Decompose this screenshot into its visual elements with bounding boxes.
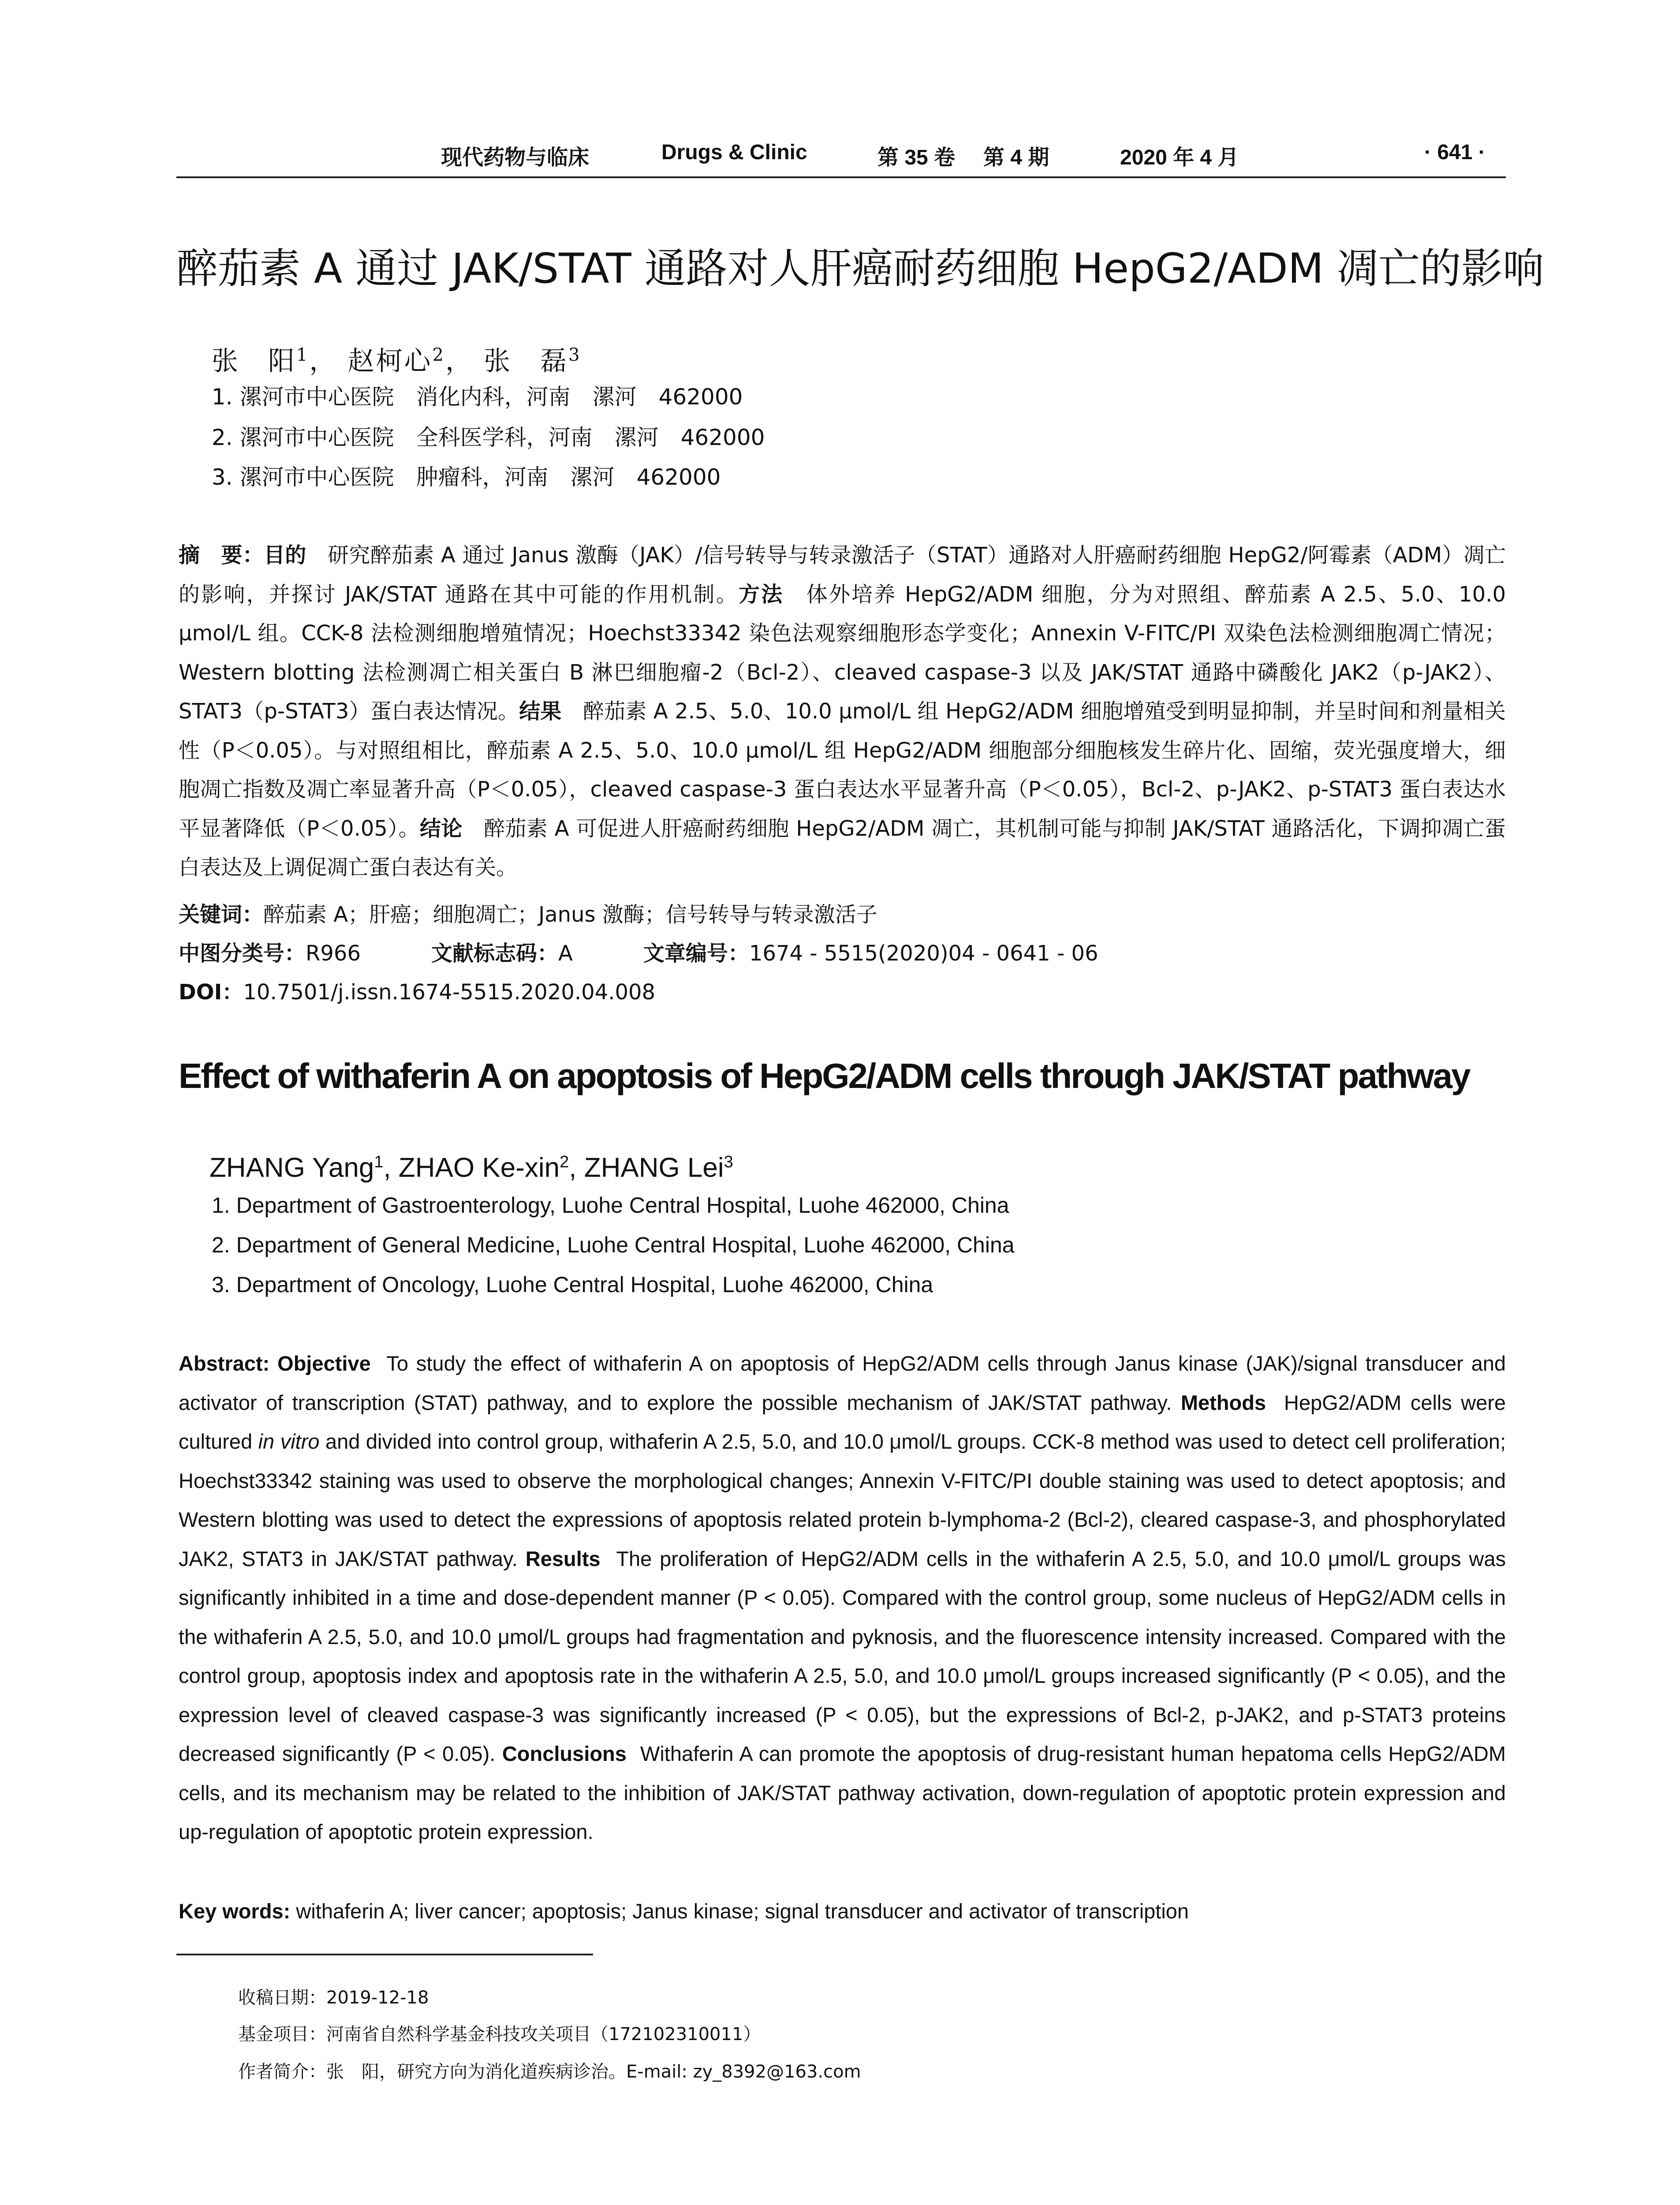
- authors-cn: 张 阳$^1$， 赵柯心$^2$， 张 磊$^3$: [212, 345, 582, 377]
- methods-text: 体外培养 HepG2/ADM 细胞，分为对照组、醉茄素 A 2.5、5.0、10.0 μmol/L 组。CCK-8 法检测细胞增殖情况；Hoechst33342 染色法观察细胞形态学变化；Annexin V-FITC/PI 双染色法检测细胞凋亡情况；Western blotting 法检测凋亡相关蛋白 B 淋巴细胞瘤-2（Bcl-2）、cleaved caspase-3 以及 JAK/STAT 通路中磷酸化 JAK2（p-JAK2）、STAT3（p-STAT3）蛋白表达情况。: [179, 582, 1506, 724]
- results-text: 醉茄素 A 2.5、5.0、10.0 μmol/L 组 HepG2/ADM 细胞增殖受到明显抑制，并呈时间和剂量相关性（P＜0.05）。与对照组相比，醉茄素 A 2.5、5.0、10.0 μmol/L 组 HepG2/ADM 细胞部分细胞核发生碎片化、固缩，荧光强度增大，细胞凋亡指数及凋亡率显著升高（P＜0.05），cleaved caspase-3 蛋白表达水平显著升高（P＜0.05），Bcl-2、p-JAK2、p-STAT3 蛋白表达水平显著降低（P＜0.05）。: [179, 699, 1506, 841]
- objective-text: To study the effect of withaferin A on apoptosis of HepG2/ADM cells through Janus kinase (JAK)/signal transducer and activator of transcription (STAT) pathway, and to explore the possible mechanism of JAK/STAT pathway.: [179, 1352, 1506, 1414]
- authors-en: ZHANG Yang$^1$, ZHAO Ke-xin$^2$, ZHANG Lei$^3$: [209, 1152, 733, 1183]
- author-sup: 3: [724, 1153, 733, 1171]
- author-name: 张 磊: [484, 346, 569, 377]
- journal-name-cn: 现代药物与临床: [441, 146, 590, 169]
- author-sup: 1: [296, 345, 310, 365]
- footnote-author-bio: 作者简介：张 阳，研究方向为消化道疾病诊治。E-mail: zy_8392@163.com: [238, 2062, 861, 2082]
- methods-label: 方法: [738, 582, 784, 607]
- author-name: 赵柯心: [347, 346, 433, 377]
- keywords-label: Key words:: [179, 1899, 291, 1923]
- keywords-en: [179, 1892, 1506, 1931]
- journal-name-en: Drugs & Clinic: [661, 141, 807, 164]
- conclusions-label: Conclusions: [502, 1742, 627, 1765]
- abstract-cn: [179, 536, 1506, 887]
- author-sup: 2: [432, 345, 445, 365]
- keywords-label: 关键词：: [179, 902, 264, 927]
- abstract-label: Abstract:: [179, 1352, 270, 1375]
- author-name: 张 阳: [212, 346, 296, 377]
- article-no-label: 文章编号：: [643, 941, 749, 966]
- results-label: Results: [525, 1547, 601, 1570]
- issue: 第 4 期: [983, 146, 1049, 169]
- affiliation-cn: 2. 漯河市中心医院 全科医学科，河南 漯河 462000: [212, 425, 765, 450]
- objective-label: 目的: [264, 543, 306, 568]
- footnote-funding: 基金项目：河南省自然科学基金科技攻关项目（172102310011）: [238, 2024, 761, 2044]
- page-number: · 641 ·: [1424, 141, 1486, 164]
- footnote-rule: [176, 1954, 593, 1955]
- author-sup: 1: [374, 1153, 384, 1171]
- affiliation-cn: 3. 漯河市中心医院 肿瘤科，河南 漯河 462000: [212, 464, 721, 490]
- clc-value: R966: [306, 941, 361, 966]
- conclusions-text: 醉茄素 A 可促进人肝癌耐药细胞 HepG2/ADM 凋亡，其机制可能与抑制 JAK/STAT 通路活化，下调抑凋亡蛋白表达及上调促凋亡蛋白表达有关。: [179, 816, 1506, 880]
- affiliation-cn: 1. 漯河市中心医院 消化内科，河南 漯河 462000: [212, 384, 743, 410]
- results-label: 结果: [519, 699, 562, 724]
- affiliation-en: 2. Department of General Medicine, Luohe Central Hospital, Luohe 462000, China: [212, 1233, 1015, 1257]
- objective-label: Objective: [277, 1352, 371, 1375]
- classification-line: [179, 934, 1098, 973]
- methods-text: and divided into control group, withaferin A 2.5, 5.0, and 10.0 μmol/L groups. CCK-8 method was used to detect cell proliferation; Hoechst33342 staining was used to observe the morphological changes; Annexin V-FITC/PI double staining was used to detect apoptosis; and Western blotting was used to detect the expressions of apoptosis related protein b-lymphoma-2 (Bcl-2), cleared caspase-3, and phosphorylated JAK2, STAT3 in JAK/STAT pathway.: [179, 1430, 1506, 1570]
- doi-value: 10.7501/j.issn.1674-5515.2020.04.008: [243, 980, 656, 1005]
- author-name: ZHANG Lei: [584, 1152, 724, 1183]
- issue-date: 2020 年 4 月: [1120, 146, 1239, 169]
- affiliation-en: 1. Department of Gastroenterology, Luohe Central Hospital, Luohe 462000, China: [212, 1193, 1009, 1218]
- doc-code-value: A: [558, 941, 573, 966]
- doc-code-label: 文献标志码：: [431, 941, 558, 966]
- methods-italic: in vitro: [258, 1430, 320, 1453]
- conclusions-label: 结论: [419, 816, 463, 841]
- results-text: The proliferation of HepG2/ADM cells in the withaferin A 2.5, 5.0, and 10.0 μmol/L groups was significantly inhibited in a time and dose-dependent manner (P < 0.05). Compared with the control group, some nucleus of HepG2/ADM cells in the withaferin A 2.5, 5.0, and 10.0 μmol/L groups had fragmentation and pyknosis, and the fluorescence intensity increased. Compared with the control group, apoptosis index and apoptosis rate in the withaferin A 2.5, 5.0, and 10.0 μmol/L groups increased significantly (P < 0.05), and the expression level of cleaved caspase-3 was significantly increased (P < 0.05), but the expressions of Bcl-2, p-JAK2, and p-STAT3 proteins decreased significantly (P < 0.05).: [179, 1547, 1506, 1765]
- methods-text-pre: HepG2/ADM cells were cultured: [179, 1390, 1506, 1453]
- affiliation-en: 3. Department of Oncology, Luohe Central Hospital, Luohe 462000, China: [212, 1272, 933, 1297]
- keywords-text: withaferin A; liver cancer; apoptosis; Janus kinase; signal transducer and activator of transcription: [296, 1899, 1189, 1923]
- clc-label: 中图分类号：: [179, 941, 306, 966]
- running-header: [176, 140, 1504, 176]
- page-title-cn: 醉茄素 A 通过 JAK/STAT 通路对人肝癌耐药细胞 HepG2/ADM 凋亡的影响: [176, 245, 1544, 293]
- conclusions-text: Withaferin A can promote the apoptosis of drug-resistant human hepatoma cells HepG2/ADM cells, and its mechanism may be related to the inhibition of JAK/STAT pathway activation, down-regulation of apoptotic protein expression and up-regulation of apoptotic protein expression.: [179, 1742, 1506, 1843]
- footnote-received: 收稿日期：2019-12-18: [238, 1988, 429, 2008]
- methods-label: Methods: [1180, 1390, 1266, 1414]
- author-name: ZHAO Ke-xin: [398, 1152, 560, 1183]
- keywords-cn: [179, 895, 877, 934]
- volume: 第 35 卷: [877, 146, 956, 169]
- article-no-value: 1674 - 5515(2020)04 - 0641 - 06: [749, 941, 1098, 966]
- page-title-en: Effect of withaferin A on apoptosis of HepG2/ADM cells through JAK/STAT pathway: [179, 1056, 1470, 1095]
- doi-line: [179, 973, 655, 1012]
- abstract-en: [179, 1344, 1506, 1852]
- keywords-text: 醉茄素 A；肝癌；细胞凋亡；Janus 激酶；信号转导与转录激活子: [263, 902, 877, 927]
- abstract-label: 摘 要：: [179, 543, 264, 568]
- doi-label: DOI：: [179, 980, 243, 1005]
- author-sup: 3: [568, 345, 582, 365]
- author-name: ZHANG Yang: [209, 1152, 374, 1183]
- author-sup: 2: [560, 1153, 569, 1171]
- header-rule: [176, 176, 1506, 178]
- objective-text: 研究醉茄素 A 通过 Janus 激酶（JAK）/信号转导与转录激活子（STAT）通路对人肝癌耐药细胞 HepG2/阿霉素（ADM）凋亡的影响，并探讨 JAK/STAT 通路在其中可能的作用机制。: [179, 543, 1506, 607]
